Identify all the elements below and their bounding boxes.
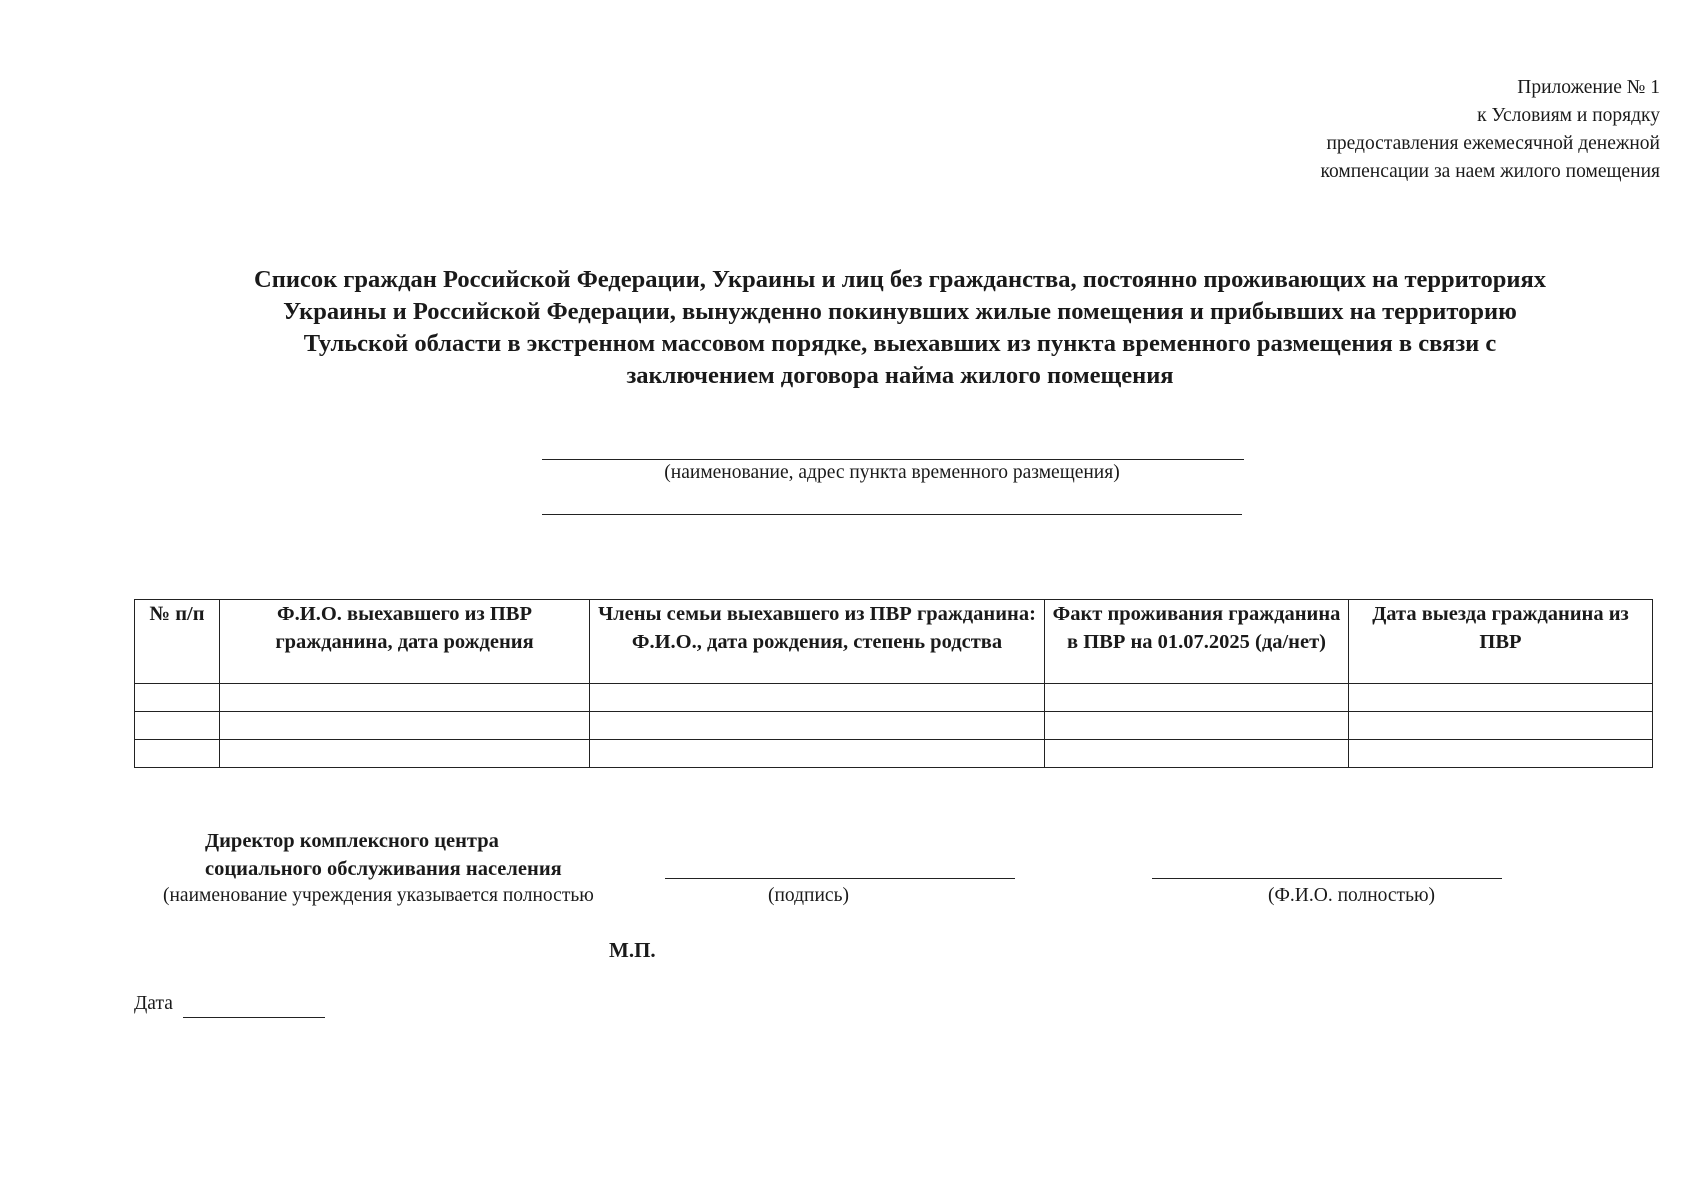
column-header-number: № п/п [135, 600, 220, 684]
column-header-departure-date: Дата выезда гражданина из ПВР [1349, 600, 1653, 684]
date-label: Дата [134, 993, 173, 1014]
appendix-line: предоставления ежемесячной денежной [1326, 133, 1660, 154]
institution-note: (наименование учреждения указывается полностью [163, 885, 594, 906]
table-cell [590, 684, 1045, 712]
title-line: Список граждан Российской Федерации, Украины и лиц без гражданства, постоянно проживающих на территориях [254, 266, 1546, 293]
table-cell [1349, 740, 1653, 768]
table-cell [135, 712, 220, 740]
full-name-line [1152, 878, 1502, 879]
table-row [135, 712, 1653, 740]
facility-caption: (наименование, адрес пункта временного размещения) [664, 462, 1120, 483]
table-cell [135, 684, 220, 712]
signature-line [665, 878, 1015, 879]
table-cell [220, 712, 590, 740]
appendix-reference [1321, 74, 1661, 186]
full-name-caption: (Ф.И.О. полностью) [1268, 885, 1436, 906]
table-cell [1045, 740, 1349, 768]
facility-address-line [542, 514, 1242, 515]
table-cell [590, 740, 1045, 768]
table-row [135, 684, 1653, 712]
signatory-position-line-1: Директор комплексного центра [205, 830, 499, 852]
table-row [135, 740, 1653, 768]
facility-name-line [542, 459, 1244, 460]
column-header-full-name: Ф.И.О. выехавшего из ПВР гражданина, дата рождения [220, 600, 590, 684]
document-title [130, 264, 1670, 392]
title-line: Украины и Российской Федерации, вынужденно покинувших жилые помещения и прибывших на территорию [283, 298, 1517, 325]
table-cell [220, 684, 590, 712]
table-cell [1349, 712, 1653, 740]
appendix-line: к Условиям и порядку [1477, 105, 1660, 126]
table-cell [1349, 684, 1653, 712]
stamp-place: М.П. [609, 938, 656, 962]
column-header-residence-fact: Факт проживания гражданина в ПВР на 01.07.2025 (да/нет) [1045, 600, 1349, 684]
column-header-family-members: Члены семьи выехавшего из ПВР гражданина: Ф.И.О., дата рождения, степень родства [590, 600, 1045, 684]
title-line: заключением договора найма жилого помещения [626, 362, 1174, 389]
table-cell [135, 740, 220, 768]
table-header-row [135, 600, 1653, 684]
signature-caption: (подпись) [768, 885, 849, 906]
table-cell [1045, 712, 1349, 740]
date-line [183, 1017, 325, 1018]
signatory-position-line-2: социального обслуживания населения [205, 858, 562, 880]
title-line: Тульской области в экстренном массовом порядке, выехавших из пункта временного размещения в связи с [303, 330, 1497, 357]
table-cell [220, 740, 590, 768]
table-cell [1045, 684, 1349, 712]
appendix-line: компенсации за наем жилого помещения [1320, 161, 1660, 182]
citizens-table [134, 599, 1653, 768]
appendix-line: Приложение № 1 [1517, 77, 1660, 98]
table-cell [590, 712, 1045, 740]
